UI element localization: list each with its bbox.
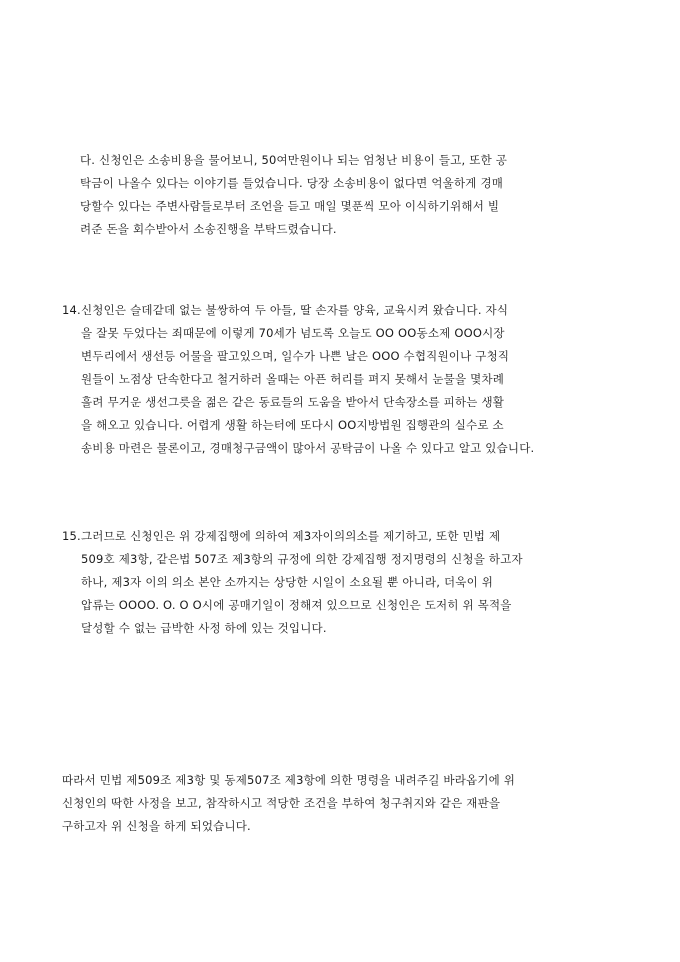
- paragraph-line-text: 신청인은 슬데같데 없는 불쌍하여 두 아들, 딸 손자를 양육, 교육시켜 왔습니다. 자식: [81, 303, 509, 317]
- paragraph-line: 원들이 노점상 단속한다고 철거하러 올때는 아픈 허리를 펴지 못해서 눈물을 몇차례: [81, 372, 505, 386]
- paragraph-line: 압류는 OOOO. O. O O시에 공매기일이 정해져 있으므로 신청인은 도저히 위 목적을: [81, 598, 512, 612]
- paragraph-number: 15.: [62, 529, 81, 543]
- paragraph-line: 흘려 무거운 생선그릇을 젊은 같은 동료들의 도움을 받아서 단속장소를 피하는 생활: [81, 395, 505, 409]
- paragraph-line: 따라서 민법 제509조 제3항 및 동제507조 제3항에 의한 명령을 내려주길 바라옵기에 위: [62, 773, 516, 787]
- paragraph-line: 변두리에서 생선등 어물을 팔고있으며, 일수가 나쁜 날은 OOO 수협직원이나 구청직: [81, 349, 510, 363]
- paragraph-line: [62, 299, 642, 322]
- paragraph-line: 송비용 마련은 물론이고, 경매청구금액이 많아서 공탁금이 나올 수 있다고 알고 있습니다.: [81, 441, 535, 455]
- paragraph-line: 을 잘못 두었다는 죄때문에 이렇게 70세가 넘도록 오늘도 OO OO동소제 OOO시장: [81, 326, 505, 340]
- paragraph-line: 려준 돈을 회수받아서 소송진행을 부탁드렸습니다.: [80, 222, 337, 236]
- paragraph-da: [80, 149, 640, 241]
- paragraph-line: 달성할 수 없는 급박한 사정 하에 있는 것입니다.: [81, 621, 327, 635]
- paragraph-line: [62, 525, 642, 548]
- paragraph-line: 당할수 있다는 주변사람들로부터 조언을 듣고 매일 몇푼씩 모아 이식하기위해서 빌: [80, 199, 500, 213]
- paragraph-line: 을 해오고 있습니다. 어렵게 생활 하는터에 또다시 OO지방법원 집행관의 실수로 소: [81, 418, 504, 432]
- paragraph-14: [62, 299, 642, 460]
- conclusion-paragraph: [62, 769, 642, 838]
- paragraph-line: 하나, 제3자 이의 의소 본안 소까지는 상당한 시일이 소요될 뿐 아니라, 더욱이 위: [81, 575, 494, 589]
- paragraph-line: 구하고자 위 신청을 하게 되었습니다.: [62, 819, 251, 833]
- paragraph-15: [62, 525, 642, 640]
- paragraph-line-text: 그러므로 신청인은 위 강제집행에 의하여 제3자이의의소를 제기하고, 또한 민법 제: [81, 529, 501, 543]
- paragraph-number: 14.: [62, 303, 81, 317]
- paragraph-line: 509호 제3항, 같은법 507조 제3항의 규정에 의한 강제집행 정지명령의 신청을 하고자: [81, 552, 523, 566]
- paragraph-line: 탁금이 나올수 있다는 이야기를 들었습니다. 당장 소송비용이 없다면 억울하게 경매: [80, 176, 504, 190]
- paragraph-line: 신청인의 딱한 사정을 보고, 참작하시고 적당한 조건을 부하여 청구취지와 같은 재판을: [62, 796, 501, 810]
- paragraph-line: 다. 신청인은 소송비용을 물어보니, 50여만원이나 되는 엄청난 비용이 들고, 또한 공: [80, 153, 508, 167]
